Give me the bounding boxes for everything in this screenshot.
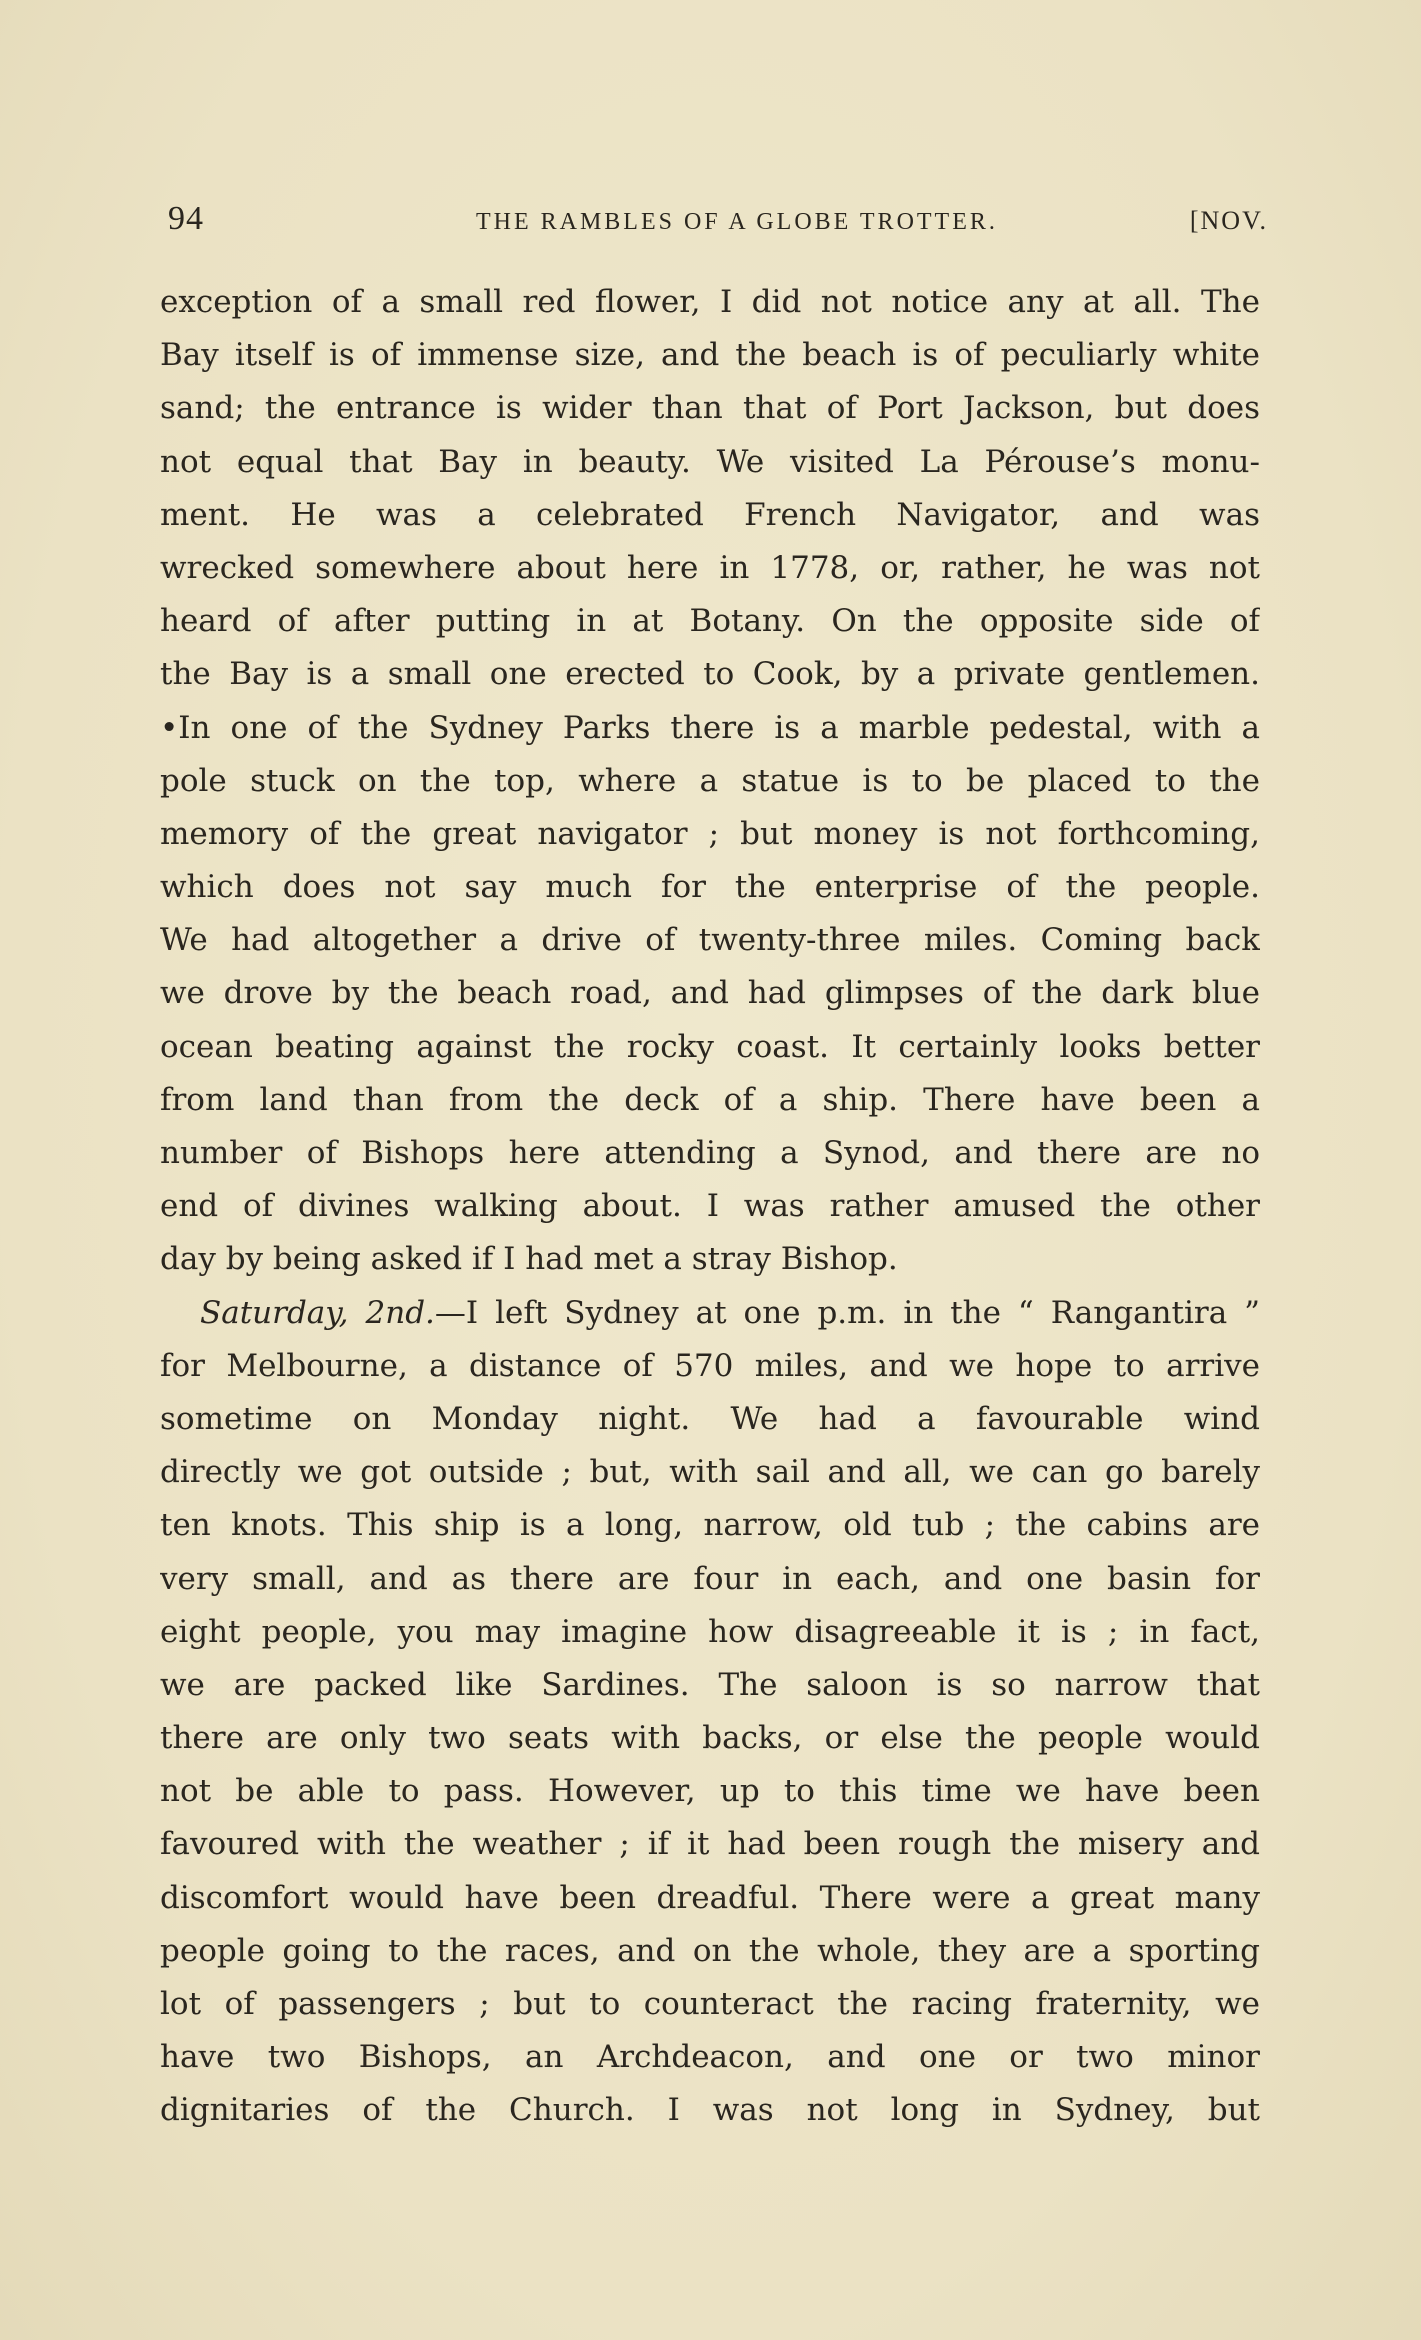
text-line: We had altogether a drive of twenty-three miles. Coming back [160,922,1260,959]
text-line: very small, and as there are four in each, and one basin for [160,1560,1260,1597]
text-line: heard of after putting in at Botany. On the opposite side of [160,603,1260,640]
text-line: Bay itself is of immense size, and the beach is of peculiarly white [160,337,1260,374]
running-title: THE RAMBLES OF A GLOBE TROTTER. [475,209,998,235]
text-line: wrecked somewhere about here in 1778, or, rather, he was not [160,549,1260,586]
text-line: directly we got outside ; but, with sail and all, we can go barely [160,1454,1260,1491]
text-line: which does not say much for the enterprise of the people. [160,869,1260,906]
text-line: from land than from the deck of a ship. There have been a [160,1081,1260,1118]
text-line: ocean beating against the rocky coast. It certainly looks better [160,1028,1260,1065]
text-line: exception of a small red flower, I did not notice any at all. The [160,284,1260,320]
text-line: we drove by the beach road, and had glimpses of the dark blue [160,975,1260,1012]
page-number: 94 [168,200,204,237]
text-line: eight people, you may imagine how disagreeable it is ; in fact, [160,1613,1260,1650]
entry-text: —I left Sydney at one p.m. in the “ Rangantira ” [434,1294,1260,1331]
text-line: people going to the races, and on the whole, they are a sporting [160,1932,1260,1969]
text-line: ten knots. This ship is a long, narrow, old tub ; the cabins are [160,1507,1260,1544]
text-line: day by being asked if I had met a stray Bishop. [160,1241,898,1278]
text-line: favoured with the weather ; if it had been rough the misery and [160,1826,1260,1863]
entry-day: Saturday, [200,1294,349,1331]
text-line: end of divines walking about. I was rather amused the other [160,1188,1260,1225]
text-line: the Bay is a small one erected to Cook, by a private gentlemen. [160,656,1260,693]
text-line: •In one of the Sydney Parks there is a marble pedestal, with a [160,709,1260,746]
text-line: number of Bishops here attending a Synod, and there are no [160,1135,1260,1171]
entry-date: 2nd. [365,1294,435,1331]
text-line: sand; the entrance is wider than that of Port Jackson, but does [160,390,1260,427]
text-line: ment. He was a celebrated French Navigator, and was [160,496,1260,533]
text-line: not equal that Bay in beauty. We visited La Pérouse’s monu- [160,443,1260,480]
text-line: have two Bishops, an Archdeacon, and one or two minor [160,2039,1260,2076]
text-line: pole stuck on the top, where a statue is to be placed to the [160,762,1260,799]
text-line: dignitaries of the Church. I was not long in Sydney, but [160,2092,1260,2129]
page-header [168,200,1268,248]
text-line: we are packed like Sardines. The saloon is so narrow that [160,1666,1260,1703]
text-line: discomfort would have been dreadful. There were a great many [160,1879,1260,1916]
month-marker: [NOV. [1189,206,1268,235]
text-line: there are only two seats with backs, or else the people would [160,1720,1260,1757]
text-line: for Melbourne, a distance of 570 miles, and we hope to arrive [160,1347,1260,1384]
text-line: sometime on Monday night. We had a favourable wind [160,1400,1260,1437]
body-text [160,276,1260,2138]
diary-entry-first-line [160,1287,1260,1340]
text-line: not be able to pass. However, up to this time we have been [160,1773,1260,1810]
text-line: memory of the great navigator ; but money is not forthcoming, [160,815,1260,852]
text-line: lot of passengers ; but to counteract the racing fraternity, we [160,1986,1260,2022]
